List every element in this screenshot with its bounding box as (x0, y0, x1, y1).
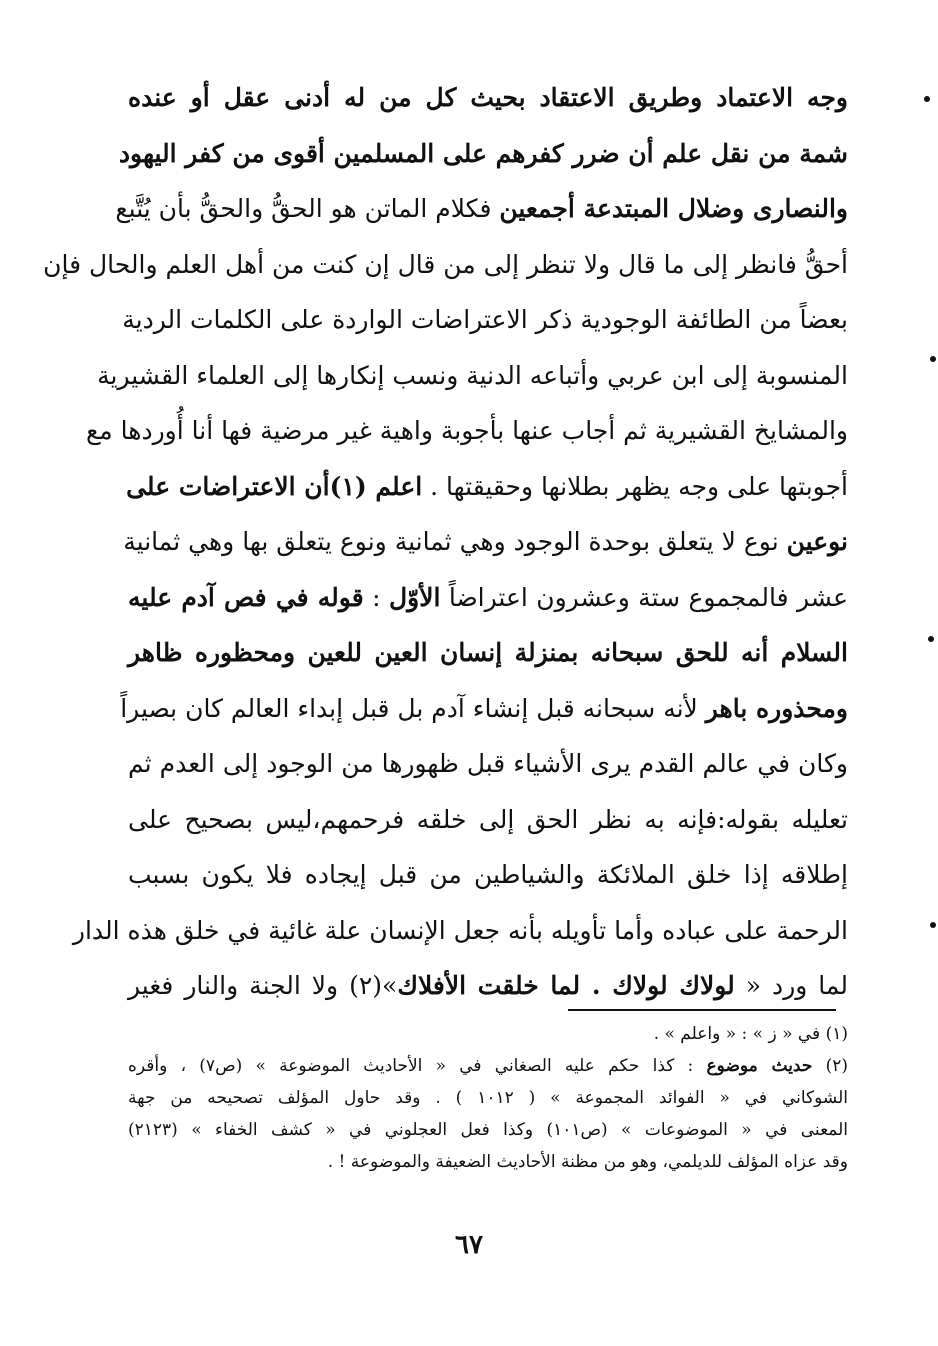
text-line: لما ورد « لولاك لولاك . لما خلقت الأفلاك»(٢) ولا الجنة والنار فغير (128, 971, 848, 1000)
text-line: نوعين نوع لا يتعلق بوحدة الوجود وهي ثمانية ونوع يتعلق بها وهي ثمانية (123, 527, 848, 556)
page-number: ٦٧ (455, 1230, 483, 1260)
text-line: والنصارى وضلال المبتدعة أجمعين فكلام الماتن هو الحقُّ والحقُّ بأن يُتَّبع (115, 194, 848, 223)
footnote-2-line: وقد عزاه المؤلف للديلمي، وهو من مظنة الأحاديث الضعيفة والموضوعة ! . (327, 1152, 848, 1172)
body-text (43, 70, 848, 1014)
footnote-1: (١) في « ز » : « واعلم » . (653, 1024, 848, 1044)
text-line: أجوبتها على وجه يظهر بطلانها وحقيقتها . اعلم (١)أن الاعتراضات على (126, 471, 848, 501)
footnote-2-line: المعنى في « الموضوعات » (ص١٠١) وكذا فعل العجلوني في « كشف الخفاء » (٢١٢٣) (128, 1120, 848, 1140)
text-line: عشر فالمجموع ستة وعشرون اعتراضاً الأوّل : قوله في فص آدم عليه (128, 582, 848, 612)
footnote-divider (568, 1009, 836, 1011)
text-line: المنسوبة إلى ابن عربي وأتباعه الدنية ونسب إنكارها إلى العلماء القشيرية (97, 360, 848, 390)
text-line: والمشايخ القشيرية ثم أجاب عنها بأجوبة واهية غير مرضية فها أنا أُوردها مع (86, 416, 848, 445)
text-line: وجه الاعتماد وطريق الاعتقاد بحيث كل من له أدنى عقل أو عنده (128, 83, 848, 112)
text-line: شمة من نقل علم أن ضرر كفرهم على المسلمين أقوى من كفر اليهود (118, 138, 848, 168)
text-line: وكان في عالم القدم يرى الأشياء قبل ظهورها من الوجود إلى العدم ثم (128, 749, 848, 778)
footnote-2: (٢) حديث موضوع : كذا حكم عليه الصغاني في « الأحاديث الموضوعة » (ص٧) ، وأقره (128, 1056, 848, 1076)
margin-mark (930, 356, 936, 362)
text-line: السلام أنه للحق سبحانه بمنزلة إنسان العين للعين ومحظوره ظاهر (128, 638, 848, 667)
text-line: الرحمة على عباده وأما تأويله بأنه جعل الإنسان علة غائية في خلق هذه الدار (72, 915, 848, 945)
text-line: إطلاقه إذا خلق الملائكة والشياطين من قبل إيجاده فلا يكون بسبب (128, 860, 848, 889)
footnotes (128, 1018, 848, 1178)
text-line: تعليله بقوله:فإنه به نظر الحق إلى خلقه فرحمهم،ليس بصحيح على (128, 804, 848, 834)
margin-mark (924, 96, 930, 102)
text-line: أحقُّ فانظر إلى ما قال ولا تنظر إلى من قال إن كنت من أهل العلم والحال فإن (43, 249, 848, 279)
footnote-2-line: الشوكاني في « الفوائد المجموعة » ( ١٠١٢ ) . وقد حاول المؤلف تصحيحه من جهة (128, 1088, 848, 1108)
margin-mark (930, 922, 936, 928)
margin-mark (928, 636, 934, 642)
text-line: ومحذوره باهر لأنه سبحانه قبل إنشاء آدم بل قبل إبداء العالم كان بصيراً (120, 693, 848, 723)
text-line: بعضاً من الطائفة الوجودية ذكر الاعتراضات الواردة على الكلمات الردية (122, 305, 848, 334)
